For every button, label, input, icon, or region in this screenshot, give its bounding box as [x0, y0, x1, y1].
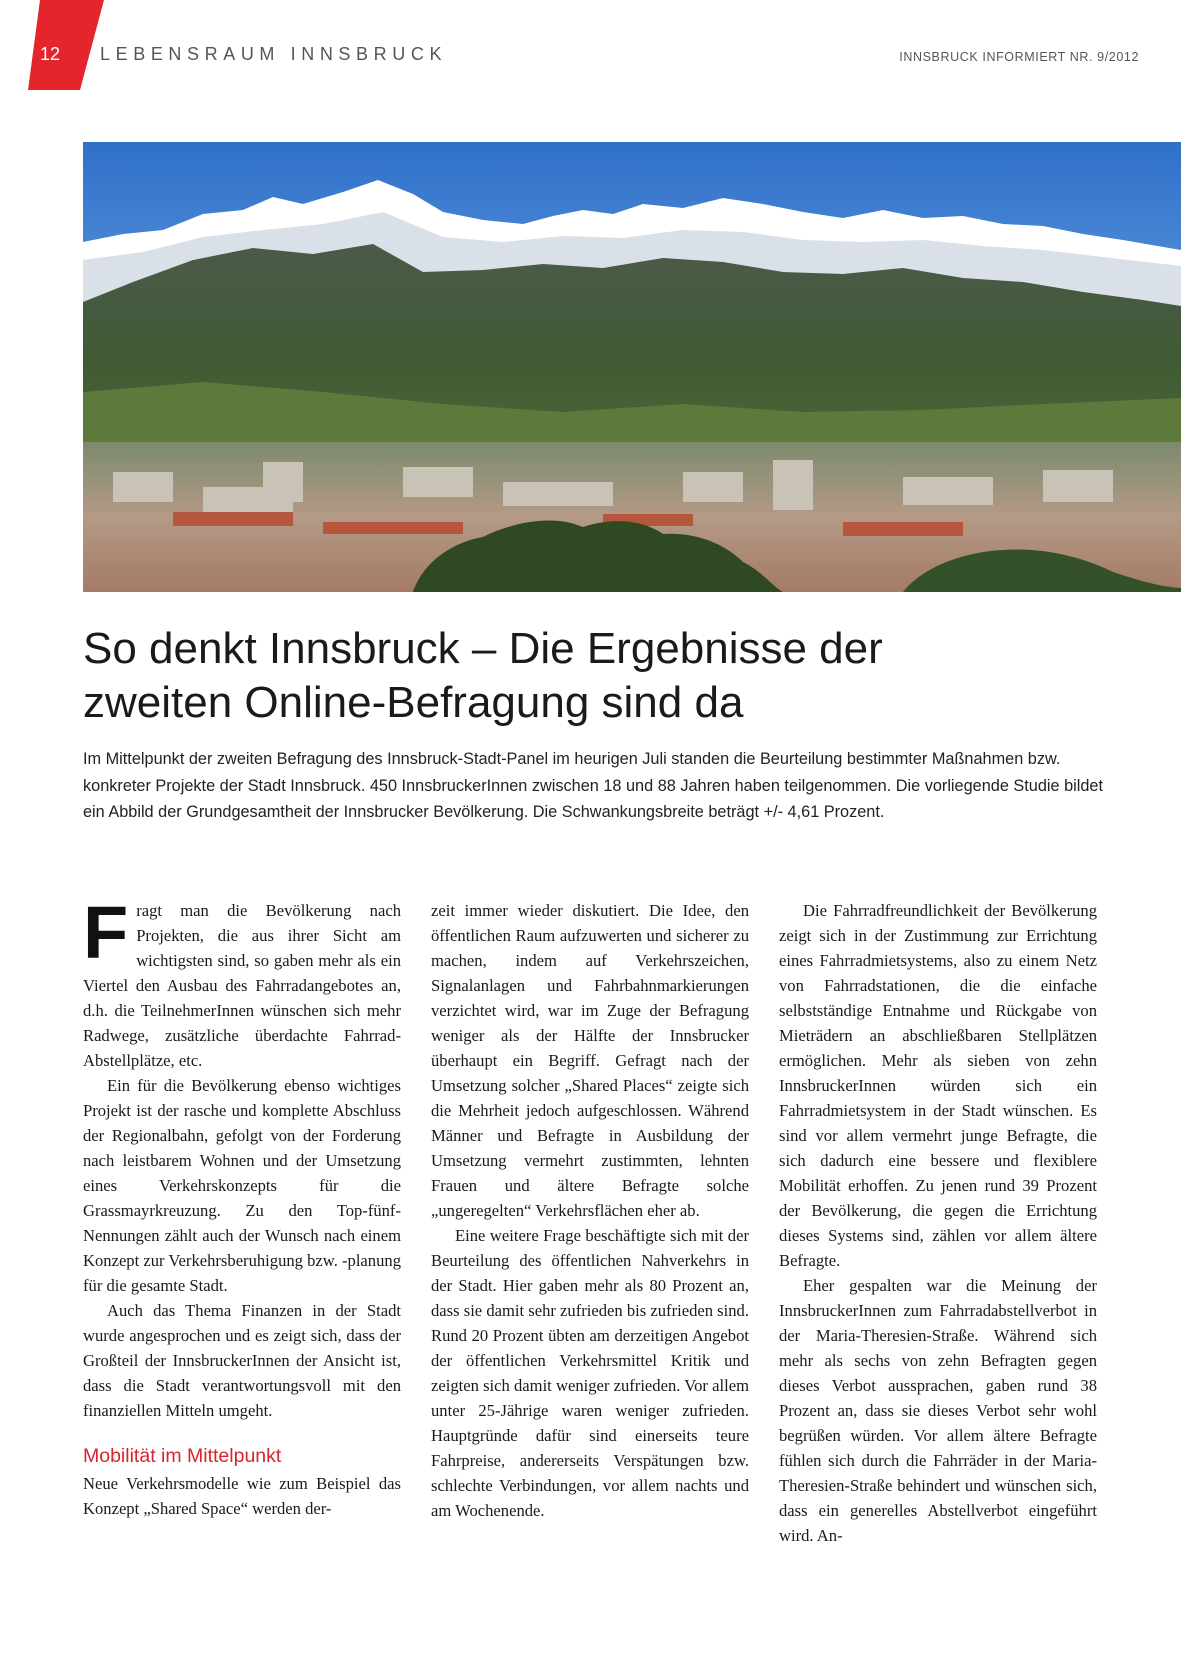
paragraph: zeit immer wieder diskutiert. Die Idee, den öffentlichen Raum aufzuwerten und sicherer zu machen, indem auf Verkehrszeichen, Signalanlagen und Fahrbahnmarkierungen verzichtet wird, war im Zuge der Befragung weniger als der Hälfte der Innsbrucker überhaupt ein Begriff. Gefragt nach der Umsetzung solcher „Shared Places“ zeigte sich die Mehrheit jedoch aufgeschlossen. Während Männer und Befragte in Ausbildung der Umsetzung vermehrt zustimmten, lehnten Frauen und ältere Befragte solche „ungeregelten“ Verkehrsflächen eher ab. [431, 901, 749, 1220]
paragraph [83, 891, 401, 1073]
headline-line-2: zweiten Online-Befragung sind da [83, 678, 744, 727]
page-number: 12 [39, 44, 61, 64]
paragraph: Eine weitere Frage beschäftigte sich mit der Beurteilung des öffentlichen Nahverkehrs in der Stadt. Hier gaben mehr als 80 Prozent an, dass sie damit sehr zufrieden bis zufrieden sind. Rund 20 Prozent übten am derzeitigen Angebot der öffentlichen Verkehrsmittel Kritik und zeigten sich damit weniger zufrieden. Vor allem unter 25-Jährige waren weniger zufrieden. Hauptgründe dafür sind einerseits teure Fahrpreise, andererseits Verspätungen bzw. schlechte Verbindungen, vor allem nachts und am Wochenende. [431, 1226, 749, 1520]
paragraph: Neue Verkehrsmodelle wie zum Beispiel das Konzept „Shared Space“ werden der- [83, 1474, 401, 1518]
paragraph: Eher gespalten war die Meinung der InnsbruckerInnen zum Fahrradabstellverbot in der Maria-Theresien-Straße. Während sich mehr als sechs von zehn Befragten gegen dieses Verbot aussprachen, gaben rund 38 Prozent an, dass sie dieses Verbot sehr wohl begrüßen würden. Vor allem ältere Befragte fühlen sich durch die Fahrräder in der Maria-Theresien-Straße behindert und wünschen sich, dass ein generelles Abstellverbot eingeführt wird. An- [779, 1276, 1097, 1545]
text-column-3 [779, 898, 1097, 1548]
issue-label: INNSBRUCK INFORMIERT NR. 9/2012 [899, 50, 1139, 64]
text-column-1 [83, 891, 401, 1521]
paragraph: Die Fahrradfreundlichkeit der Bevölkerung zeigt sich in der Zustimmung zur Errichtung eines Fahrradmietsystems, also zu einem Netz von Fahrradstationen, die die einfache selbstständige Entnahme und Rückgabe von Mieträdern an abschließbaren Stellplätzen ermöglichen. Mehr als sieben von zehn InnsbruckerInnen würden sich ein Fahrradmietsystem in der Stadt wünschen. Es sind vor allem vermehrt junge Befragte, die sich dadurch eine bessere und flexiblere Mobilität erhoffen. Zu jenen rund 39 Prozent der Bevölkerung, die gegen die Errichtung dieses Systems sind, zählen vor allem ältere Befragte. [779, 901, 1097, 1270]
article-lead: Im Mittelpunkt der zweiten Befragung des Innsbruck-Stadt-Panel im heurigen Juli standen die Beurteilung bestimmter Maßnahmen bzw. konkreter Projekte der Stadt Innsbruck. 450 InnsbruckerInnen zwischen 18 und 88 Jahren haben teilgenommen. Die vorliegende Studie bildet ein Abbild der Grundgesamtheit der Innsbrucker Bevölkerung. Die Schwankungsbreite beträgt +/- 4,61 Prozent. [83, 750, 1104, 821]
text-column-2 [431, 898, 749, 1523]
paragraph-text: ragt man die Bevölkerung nach Projekten, die aus ihrer Sicht am wichtigsten sind, so gaben mehr als ein Viertel den Ausbau des Fahrradangebotes an, d.h. die TeilnehmerInnen wünschen sich mehr Radwege, zusätzliche überdachte Fahrrad-Abstellplätze, etc. [83, 901, 401, 1070]
headline-line-1: So denkt Innsbruck – Die Ergebnisse der [83, 624, 883, 673]
paragraph: Ein für die Bevölkerung ebenso wichtiges Projekt ist der rasche und komplette Abschluss der Regionalbahn, gefolgt von der Forderung nach leistbarem Wohnen und der Umsetzung eines Verkehrskonzepts für die Grassmayrkreuzung. Zu den Top-fünf-Nennungen zählt auch der Wunsch nach einem Konzept zur Verkehrsberuhigung bzw. -planung für die gesamte Stadt. [83, 1076, 401, 1295]
drop-cap: F [83, 891, 129, 974]
paragraph: Auch das Thema Finanzen in der Stadt wurde angesprochen und es zeigt sich, dass der Großteil der InnsbruckerInnen der Ansicht ist, dass die Stadt verantwortungsvoll mit den finanziellen Mitteln umgeht. [83, 1301, 401, 1420]
section-title: LEBENSRAUM INNSBRUCK [100, 44, 448, 64]
hero-image-innsbruck-panorama [83, 142, 1181, 592]
subheading-mobilitaet: Mobilität im Mittelpunkt [83, 1445, 282, 1467]
article-headline [83, 622, 1143, 730]
